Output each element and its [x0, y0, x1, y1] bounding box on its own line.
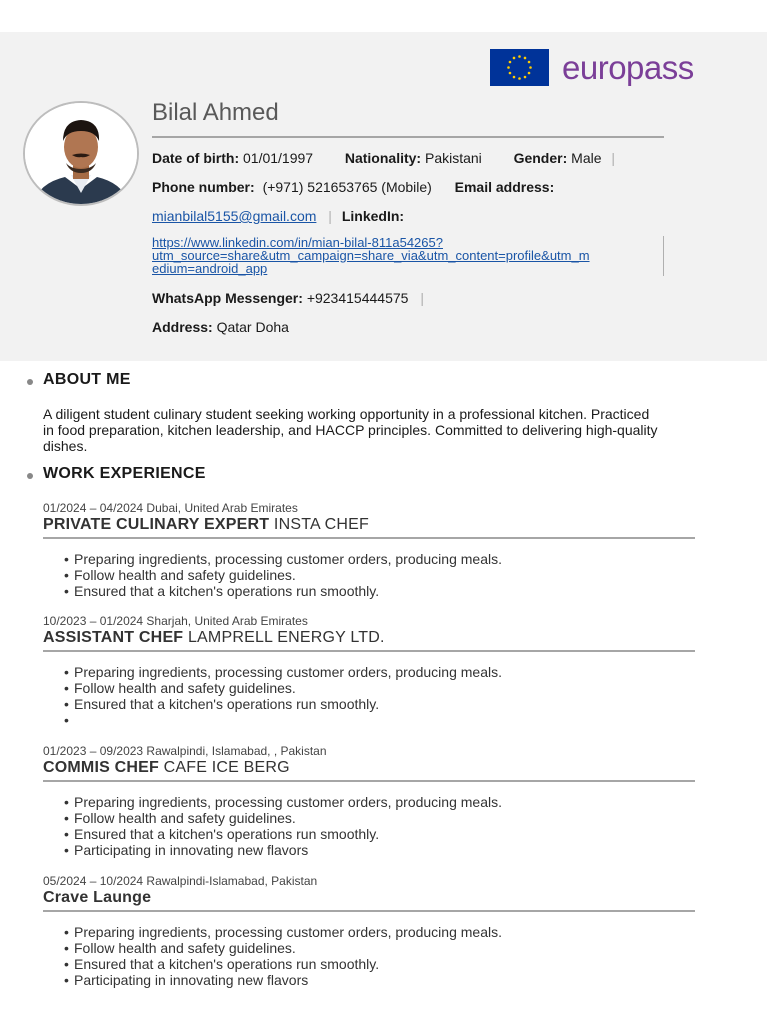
personal-info-row-1: [152, 150, 615, 167]
job-divider: [43, 537, 695, 539]
whatsapp-label: WhatsApp Messenger:: [152, 290, 303, 306]
eu-star-icon: [529, 66, 532, 69]
europass-logo-text: europass: [562, 49, 694, 86]
eu-star-icon: [513, 57, 516, 60]
name-divider: [152, 136, 664, 138]
duty-item: • Participating in innovating new flavors: [64, 972, 695, 988]
duty-item: • Participating in innovating new flavors: [64, 842, 695, 858]
email-label: Email address:: [454, 179, 555, 195]
eu-star-icon: [507, 66, 510, 69]
duty-item: • Preparing ingredients, processing customer orders, producing meals.: [64, 664, 695, 680]
phone-label: Phone number:: [152, 179, 255, 195]
separator-bar: [663, 236, 664, 276]
job-role: PRIVATE CULINARY EXPERT: [43, 516, 270, 533]
duty-item: • Ensured that a kitchen's operations run smoothly.: [64, 696, 695, 712]
job-entry: [43, 874, 695, 988]
whatsapp-row: [152, 290, 424, 307]
separator: |: [328, 208, 332, 224]
job-duties: [43, 551, 695, 599]
section-bullet: [27, 473, 33, 479]
job-title: [43, 515, 695, 534]
duty-item: • Follow health and safety guidelines.: [64, 810, 695, 826]
eu-flag-logo: [490, 49, 549, 86]
duty-item: • Preparing ingredients, processing customer orders, producing meals.: [64, 551, 695, 567]
linkedin-label: LinkedIn:: [341, 208, 405, 224]
eu-star-icon: [528, 61, 531, 64]
job-role: Crave Launge: [43, 889, 152, 906]
eu-star-icon: [524, 57, 527, 60]
job-company: LAMPRELL ENERGY LTD.: [187, 629, 385, 646]
job-title: [43, 758, 695, 777]
job-dates-location: 01/2024 – 04/2024 Dubai, United Arab Emirates: [43, 501, 298, 515]
job-dates-location: 10/2023 – 01/2024 Sharjah, United Arab Emirates: [43, 614, 308, 628]
duty-item: • Ensured that a kitchen's operations run smoothly.: [64, 826, 695, 842]
address-label: Address:: [152, 319, 213, 335]
duty-item: • Preparing ingredients, processing customer orders, producing meals.: [64, 924, 695, 940]
job-company: CAFE ICE BERG: [163, 759, 290, 776]
section-bullet: [27, 379, 33, 385]
eu-star-icon: [509, 72, 512, 75]
job-dates-location: 05/2024 – 10/2024 Rawalpindi-Islamabad, Pakistan: [43, 874, 318, 888]
job-divider: [43, 650, 695, 652]
nationality-label: Nationality:: [344, 150, 422, 166]
eu-star-icon: [513, 76, 516, 79]
job-title: [43, 888, 695, 907]
email-link[interactable]: mianbilal5155@gmail.com: [152, 208, 317, 224]
eu-star-icon: [524, 76, 527, 79]
eu-star-icon: [528, 72, 531, 75]
job-entry: [43, 744, 695, 858]
job-duties: [43, 664, 695, 728]
job-role: COMMIS CHEF: [43, 759, 159, 776]
job-divider: [43, 910, 695, 912]
work-section-title: WORK EXPERIENCE: [43, 465, 206, 482]
dob-label: Date of birth:: [152, 150, 240, 166]
job-duties: [43, 924, 695, 988]
phone-value: (+971) 521653765 (Mobile): [262, 179, 432, 195]
job-divider: [43, 780, 695, 782]
address-row: [152, 319, 289, 336]
eu-star-icon: [518, 77, 521, 80]
whatsapp-value: +923415444575: [306, 290, 409, 306]
address-value: Qatar Doha: [216, 319, 289, 335]
duty-item: • Follow health and safety guidelines.: [64, 940, 695, 956]
personal-info-row-3: [152, 208, 404, 225]
job-duties: [43, 794, 695, 858]
candidate-name: Bilal Ahmed: [152, 99, 279, 126]
job-entry: [43, 614, 695, 728]
duty-item: [64, 712, 695, 728]
duty-item: • Preparing ingredients, processing customer orders, producing meals.: [64, 794, 695, 810]
eu-star-icon: [518, 55, 521, 58]
gender-value: Male: [571, 150, 602, 166]
about-text: A diligent student culinary student seeking working opportunity in a professional kitchen. Practiced in food preparation, kitchen leadership, and HACCP principles. Committed to delivering high-quality dishes.: [43, 406, 658, 454]
duty-item: • Follow health and safety guidelines.: [64, 680, 695, 696]
job-company: INSTA CHEF: [273, 516, 369, 533]
separator: |: [611, 150, 616, 166]
separator: |: [420, 290, 424, 306]
duty-item: • Follow health and safety guidelines.: [64, 567, 695, 583]
gender-label: Gender:: [513, 150, 568, 166]
job-dates-location: 01/2023 – 09/2023 Rawalpindi, Islamabad, , Pakistan: [43, 744, 327, 758]
nationality-value: Pakistani: [424, 150, 482, 166]
dob-value: 01/01/1997: [243, 150, 314, 166]
duty-item: • Ensured that a kitchen's operations run smoothly.: [64, 583, 695, 599]
duty-item: • Ensured that a kitchen's operations run smoothly.: [64, 956, 695, 972]
profile-photo: [23, 101, 139, 206]
linkedin-link[interactable]: https://www.linkedin.com/in/mian-bilal-811a54265? utm_source=share&utm_campaign=share_via&utm_content=profile&utm_m edium=android_app: [152, 235, 590, 276]
job-entry: [43, 501, 695, 599]
personal-info-row-2: [152, 179, 554, 196]
job-role: ASSISTANT CHEF: [43, 629, 184, 646]
eu-star-icon: [509, 61, 512, 64]
about-section-title: ABOUT ME: [43, 371, 131, 388]
job-title: [43, 628, 695, 647]
